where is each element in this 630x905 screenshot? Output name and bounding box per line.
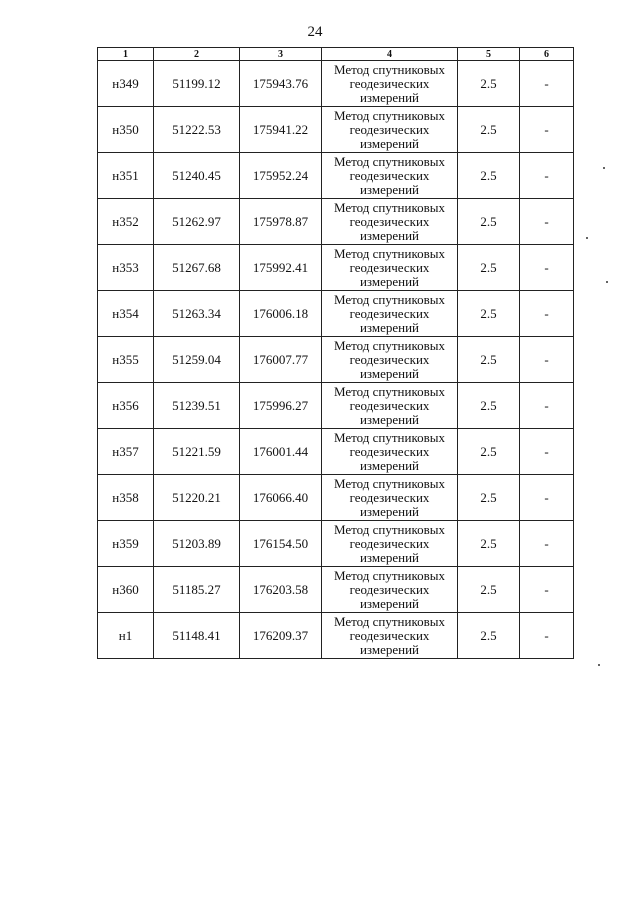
point-cell: н357 <box>98 429 154 475</box>
method-cell: Метод спутниковых геодезических измерений <box>322 567 458 613</box>
method-cell: Метод спутниковых геодезических измерений <box>322 199 458 245</box>
note-cell: - <box>520 567 574 613</box>
table-row <box>98 521 574 567</box>
column-header-3: 3 <box>240 48 322 61</box>
table-row <box>98 291 574 337</box>
coordinates-table <box>97 47 574 659</box>
note-cell: - <box>520 153 574 199</box>
accuracy-cell: 2.5 <box>458 153 520 199</box>
method-cell: Метод спутниковых геодезических измерений <box>322 337 458 383</box>
x-coordinate-cell: 51262.97 <box>154 199 240 245</box>
y-coordinate-cell: 175992.41 <box>240 245 322 291</box>
y-coordinate-cell: 175943.76 <box>240 61 322 107</box>
accuracy-cell: 2.5 <box>458 475 520 521</box>
method-cell: Метод спутниковых геодезических измерений <box>322 613 458 659</box>
method-cell: Метод спутниковых геодезических измерений <box>322 475 458 521</box>
point-cell: н359 <box>98 521 154 567</box>
accuracy-cell: 2.5 <box>458 383 520 429</box>
method-cell: Метод спутниковых геодезических измерений <box>322 429 458 475</box>
note-cell: - <box>520 613 574 659</box>
y-coordinate-cell: 175952.24 <box>240 153 322 199</box>
accuracy-cell: 2.5 <box>458 107 520 153</box>
column-header-5: 5 <box>458 48 520 61</box>
y-coordinate-cell: 175941.22 <box>240 107 322 153</box>
table-row <box>98 383 574 429</box>
point-cell: н355 <box>98 337 154 383</box>
table-row <box>98 245 574 291</box>
table-row <box>98 429 574 475</box>
column-header-1: 1 <box>98 48 154 61</box>
y-coordinate-cell: 176001.44 <box>240 429 322 475</box>
scan-speck <box>606 281 608 283</box>
table-row <box>98 613 574 659</box>
x-coordinate-cell: 51220.21 <box>154 475 240 521</box>
note-cell: - <box>520 337 574 383</box>
column-header-6: 6 <box>520 48 574 61</box>
accuracy-cell: 2.5 <box>458 521 520 567</box>
note-cell: - <box>520 475 574 521</box>
x-coordinate-cell: 51185.27 <box>154 567 240 613</box>
table-row <box>98 199 574 245</box>
x-coordinate-cell: 51222.53 <box>154 107 240 153</box>
method-cell: Метод спутниковых геодезических измерений <box>322 245 458 291</box>
column-header-2: 2 <box>154 48 240 61</box>
accuracy-cell: 2.5 <box>458 337 520 383</box>
y-coordinate-cell: 175978.87 <box>240 199 322 245</box>
point-cell: н1 <box>98 613 154 659</box>
accuracy-cell: 2.5 <box>458 613 520 659</box>
scan-speck <box>586 237 588 239</box>
accuracy-cell: 2.5 <box>458 199 520 245</box>
point-cell: н353 <box>98 245 154 291</box>
note-cell: - <box>520 291 574 337</box>
y-coordinate-cell: 176154.50 <box>240 521 322 567</box>
table-row <box>98 153 574 199</box>
x-coordinate-cell: 51267.68 <box>154 245 240 291</box>
point-cell: н350 <box>98 107 154 153</box>
note-cell: - <box>520 245 574 291</box>
accuracy-cell: 2.5 <box>458 429 520 475</box>
y-coordinate-cell: 176006.18 <box>240 291 322 337</box>
x-coordinate-cell: 51199.12 <box>154 61 240 107</box>
y-coordinate-cell: 175996.27 <box>240 383 322 429</box>
y-coordinate-cell: 176066.40 <box>240 475 322 521</box>
method-cell: Метод спутниковых геодезических измерений <box>322 153 458 199</box>
page-number: 24 <box>307 24 323 40</box>
scan-speck <box>598 664 600 666</box>
point-cell: н360 <box>98 567 154 613</box>
x-coordinate-cell: 51148.41 <box>154 613 240 659</box>
table-row <box>98 475 574 521</box>
accuracy-cell: 2.5 <box>458 61 520 107</box>
note-cell: - <box>520 61 574 107</box>
x-coordinate-cell: 51239.51 <box>154 383 240 429</box>
note-cell: - <box>520 199 574 245</box>
column-header-4: 4 <box>322 48 458 61</box>
note-cell: - <box>520 383 574 429</box>
method-cell: Метод спутниковых геодезических измерений <box>322 383 458 429</box>
point-cell: н356 <box>98 383 154 429</box>
method-cell: Метод спутниковых геодезических измерений <box>322 61 458 107</box>
scan-speck <box>603 167 605 169</box>
x-coordinate-cell: 51240.45 <box>154 153 240 199</box>
point-cell: н351 <box>98 153 154 199</box>
accuracy-cell: 2.5 <box>458 245 520 291</box>
table-row <box>98 107 574 153</box>
point-cell: н358 <box>98 475 154 521</box>
x-coordinate-cell: 51263.34 <box>154 291 240 337</box>
accuracy-cell: 2.5 <box>458 291 520 337</box>
method-cell: Метод спутниковых геодезических измерений <box>322 107 458 153</box>
table-row <box>98 567 574 613</box>
point-cell: н352 <box>98 199 154 245</box>
note-cell: - <box>520 429 574 475</box>
table-row <box>98 61 574 107</box>
method-cell: Метод спутниковых геодезических измерений <box>322 291 458 337</box>
y-coordinate-cell: 176203.58 <box>240 567 322 613</box>
y-coordinate-cell: 176209.37 <box>240 613 322 659</box>
accuracy-cell: 2.5 <box>458 567 520 613</box>
x-coordinate-cell: 51221.59 <box>154 429 240 475</box>
column-number-row <box>98 48 574 61</box>
method-cell: Метод спутниковых геодезических измерений <box>322 521 458 567</box>
x-coordinate-cell: 51203.89 <box>154 521 240 567</box>
x-coordinate-cell: 51259.04 <box>154 337 240 383</box>
note-cell: - <box>520 521 574 567</box>
point-cell: н354 <box>98 291 154 337</box>
table-row <box>98 337 574 383</box>
point-cell: н349 <box>98 61 154 107</box>
y-coordinate-cell: 176007.77 <box>240 337 322 383</box>
note-cell: - <box>520 107 574 153</box>
